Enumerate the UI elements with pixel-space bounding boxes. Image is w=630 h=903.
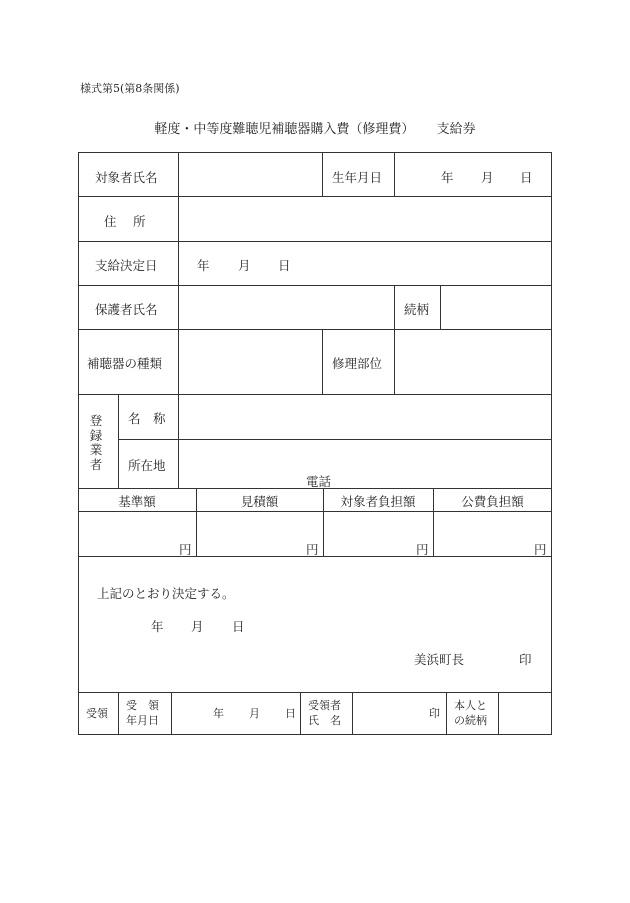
hearing-aid-type-label: 補聴器の種類 xyxy=(87,356,163,371)
relationship-label: 続柄 xyxy=(404,302,430,317)
decision-block-day: 日 xyxy=(232,619,245,634)
receipt-date-label-line2: 年月日 xyxy=(126,714,159,727)
receipt-month-label: 月 xyxy=(249,707,260,720)
receipt-day-label: 日 xyxy=(285,707,296,720)
public-burden-header: 公費負担額 xyxy=(461,494,524,509)
receipt-label: 受領 xyxy=(86,707,108,720)
decision-month-label: 月 xyxy=(238,258,251,273)
decision-statement: 上記のとおり決定する。 xyxy=(97,586,235,601)
guardian-name-label: 保護者氏名 xyxy=(95,302,158,317)
decision-day-label: 日 xyxy=(278,258,291,273)
decision-date-label: 支給決定日 xyxy=(95,258,158,273)
form-number-label: 様式第5(第8条関係) xyxy=(80,82,180,95)
title-suffix: 支給券 xyxy=(436,122,476,137)
receipt-date-label-line1: 受 領 xyxy=(126,699,159,712)
vendor-phone-label: 電話 xyxy=(306,474,332,489)
recipient-label-line1: 受領者 xyxy=(308,699,341,712)
receipt-year-label: 年 xyxy=(213,707,224,720)
estimate-amount-unit: 円 xyxy=(306,542,319,557)
registered-vendor-label: 登 録 業 者 xyxy=(89,413,103,472)
standard-amount-unit: 円 xyxy=(179,542,192,557)
estimate-amount-header: 見積額 xyxy=(240,494,279,509)
subject-burden-header: 対象者負担額 xyxy=(340,494,416,509)
address-label: 住 所 xyxy=(104,214,146,229)
public-burden-unit: 円 xyxy=(534,542,547,557)
repair-part-label: 修理部位 xyxy=(332,356,383,371)
decision-year-label: 年 xyxy=(197,258,210,273)
vendor-name-label: 名 称 xyxy=(128,411,166,426)
date-of-birth-label: 生年月日 xyxy=(332,170,383,185)
dob-day-label: 日 xyxy=(520,170,533,185)
relation-label-line1: 本人と xyxy=(454,699,487,712)
subject-burden-unit: 円 xyxy=(416,542,429,557)
dob-year-label: 年 xyxy=(441,170,454,185)
relation-label-line2: の続柄 xyxy=(454,714,487,727)
recipient-seal: 印 xyxy=(429,707,440,720)
subject-name-label: 対象者氏名 xyxy=(95,170,158,185)
mayor-seal: 印 xyxy=(519,652,532,667)
recipient-label-line2: 氏 名 xyxy=(308,714,341,727)
decision-block-month: 月 xyxy=(191,619,204,634)
dob-month-label: 月 xyxy=(481,170,494,185)
vendor-location-label: 所在地 xyxy=(128,458,166,473)
mayor-title: 美浜町長 xyxy=(414,652,465,667)
standard-amount-header: 基準額 xyxy=(118,494,156,509)
title-main: 軽度・中等度難聴児補聴器購入費（修理費） xyxy=(154,122,415,137)
decision-block-year: 年 xyxy=(151,619,164,634)
